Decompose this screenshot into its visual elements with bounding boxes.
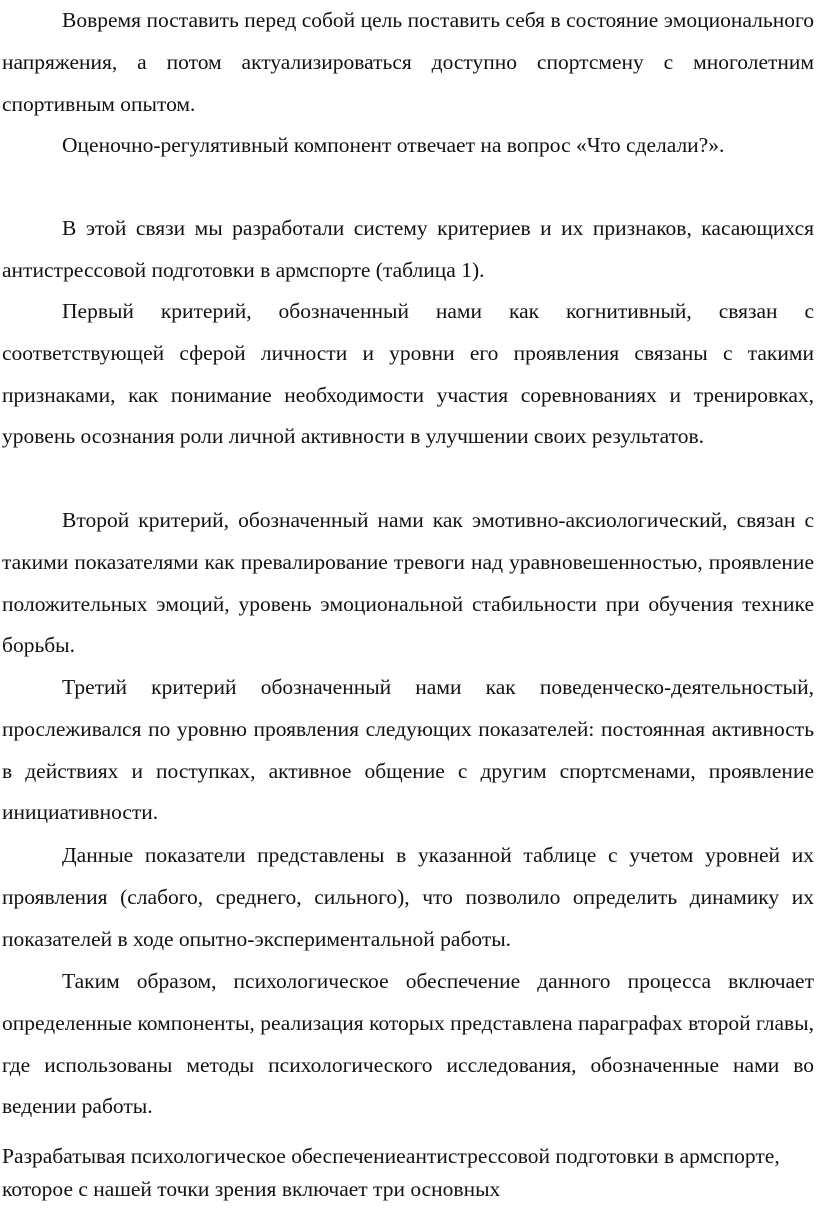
paragraph-goal: Вовремя поставить перед собой цель поставить себя в состояние эмоционального напряжения, а потом актуализироваться доступно спортсмену с многолетним спортивным опытом.	[2, 8, 814, 116]
paragraph-second-criterion: Второй критерий, обозначенный нами как эмотивно-аксиологический, связан с такими показателями как превалирование тревоги над уравновешенностью, проявление положительных эмоций, уровень эмоциональной стабильности при обучения технике борьбы.	[2, 508, 814, 658]
paragraph-conclusion: Таким образом, психологическое обеспечение данного процесса включает определенные компоненты, реализация которых представлена параграфах второй главы, где использованы методы психологического исследования, обозначенные нами во ведении работы.	[2, 969, 814, 1119]
paragraph-criteria-system: В этой связи мы разработали систему критериев и их признаков, касающихся антистрессовой подготовки в армспорте (таблица 1).	[2, 216, 814, 282]
paragraph-third-criterion: Третий критерий обозначенный нами как поведенческо-деятельностый, прослеживался по уровню проявления следующих показателей: постоянная активность в действиях и поступках, активное общение с другим спортсменами, проявление инициативности.	[2, 675, 814, 825]
paragraph-indicators-table: Данные показатели представлены в указанной таблице с учетом уровней их проявления (слабого, среднего, сильного), что позволило определить динамику их показателей в ходе опытно-экспериментальной работы.	[2, 843, 814, 951]
paragraph-first-criterion: Первый критерий, обозначенный нами как когнитивный, связан с соответствующей сферой личности и уровни его проявления связаны с такими признаками, как понимание необходимости участия соревнованиях и тренировках, уровень осознания роли личной активности в улучшении своих результатов.	[2, 299, 814, 449]
paragraph-final: Разрабатывая психологическое обеспечениеантистрессовой подготовки в армспорте, которое с нашей точки зрения включает три основных	[2, 1144, 780, 1201]
paragraph-evaluative-component: Оценочно-регулятивный компонент отвечает на вопрос «Что сделали?».	[62, 133, 725, 157]
